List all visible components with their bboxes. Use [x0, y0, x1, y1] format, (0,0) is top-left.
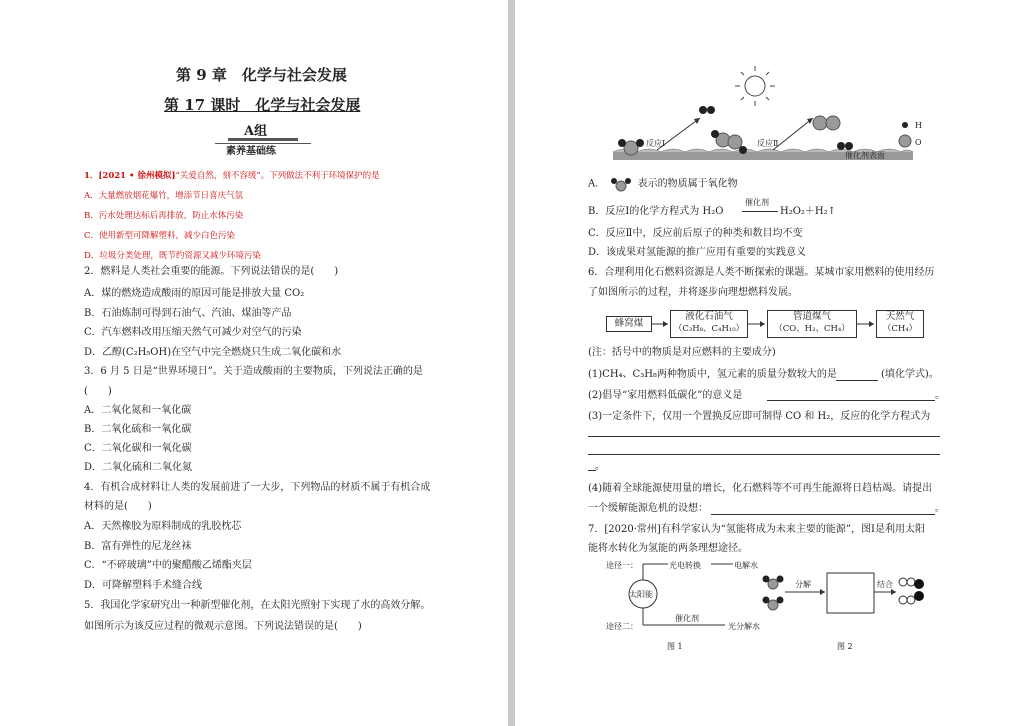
catalyst-surface-label: 催化剂表面 — [845, 151, 885, 160]
q6-sub1-blank — [836, 380, 878, 381]
reaction-1-arrowhead — [694, 118, 700, 124]
q2-option-b: B．石油炼制可得到石油气、汽油、煤油等产品 — [84, 308, 292, 319]
equation-arrow-line — [742, 211, 778, 212]
q6-sub3-blank-line1 — [588, 436, 940, 437]
route-2-end: 光分解水 — [728, 622, 760, 631]
q2-option-c: C．汽车燃料改用压缩天然气可减少对空气的污染 — [84, 327, 302, 338]
water-molecule-icon — [763, 576, 784, 590]
q6-sub2-blank — [767, 400, 935, 401]
route-1-process: 光电转换 — [669, 561, 701, 570]
combine-label: 结合 — [877, 580, 893, 589]
q6-stem-line2: 了如图所示的过程，并将逐步向理想燃料发展。 — [588, 287, 798, 298]
figure-2-caption: 图 2 — [837, 642, 853, 651]
q6-note: (注：括号中的物质是对应燃料的主要成分) — [588, 347, 776, 358]
q2-option-d: D．乙醇(C₂H₅OH)在空气中完全燃烧只生成二氧化碳和水 — [84, 347, 342, 358]
oxygen-molecule-icon — [813, 116, 840, 130]
q2-stem: 2．燃料是人类社会重要的能源。下列说法错误的是( ) — [84, 266, 339, 277]
q3-stem-line2: ( ) — [84, 386, 112, 397]
q7-stem-line2: 能将水转化为氢能的两条理想途径。 — [588, 543, 748, 554]
q5-stem-line2: 如图所示为该反应过程的微观示意图。下列说法错误的是( ) — [84, 621, 362, 632]
q6-sub3: (3)一定条件下，仅用一个置换反应即可制得 CO 和 H₂，反应的化学方程式为 — [588, 411, 931, 422]
q3-stem-line1: 3．6 月 5 日是“世界环境日”。关于造成酸雨的主要物质，下列说法正确的是 — [84, 366, 423, 377]
oxygen-molecule-icon — [899, 596, 915, 604]
q6-sub4-blank — [711, 514, 935, 515]
reaction-2-label: 反应Ⅱ — [757, 139, 779, 148]
q3-option-a: A．二氧化氮和一氧化碳 — [84, 405, 192, 416]
q1-option-a: A．大量燃放烟花爆竹，增添节日喜庆气氛 — [84, 191, 244, 201]
q5-option-b — [588, 205, 723, 218]
group-label: A组 — [244, 124, 268, 139]
q4-option-b: B．富有弹性的尼龙丝袜 — [84, 541, 192, 552]
q5-option-a-prefix: A． — [588, 178, 606, 190]
q1-option-b: B．污水处理达标后再排放，防止水体污染 — [84, 211, 244, 221]
catalyst-condition: 催化剂 — [745, 198, 769, 207]
q6-sub3-period: 。 — [595, 461, 605, 472]
hydrogen-atom-legend-icon — [902, 122, 908, 128]
q3-option-c: C．二氧化碳和一氧化碳 — [84, 443, 192, 454]
right-page — [515, 0, 1024, 726]
q4-stem-line2: 材料的是( ) — [84, 501, 152, 512]
solar-energy-label: 太阳能 — [629, 590, 653, 599]
route-1-label: 途径一： — [606, 561, 638, 570]
flow-box-natural-gas: 天然气 （CH₄） — [876, 310, 924, 338]
oxygen-atom-legend-icon — [899, 135, 911, 147]
decompose-label: 分解 — [795, 580, 811, 589]
hydrogen-molecule-icon — [914, 579, 924, 601]
q1-option-d: D．垃圾分类处理，既节约资源又减少环境污染 — [84, 251, 261, 261]
flow-box-piped-gas: 管道煤气 （CO、H₂、CH₄） — [767, 310, 857, 338]
section-label: 素养基础练 — [226, 146, 276, 157]
legend-o-label: O — [915, 138, 922, 147]
molecule-icon — [608, 177, 634, 191]
q4-option-d: D．可降解塑料手术缝合线 — [84, 580, 203, 591]
sun-icon — [735, 66, 775, 106]
q5-reaction-diagram — [515, 0, 1024, 180]
route-2-catalyst: 催化剂 — [675, 614, 699, 623]
route-1-end: 电解水 — [734, 561, 758, 570]
chapter-title: 第 9 章 化学与社会发展 — [176, 66, 347, 84]
legend-h-label: H — [915, 121, 922, 130]
q1-stem — [84, 170, 380, 183]
q1-option-c: C．使用新型可降解塑料，减少白色污染 — [84, 231, 236, 241]
q5-option-b-product: H₂O₂＋H₂↑ — [780, 206, 837, 217]
q5-stem-line1: 5．我国化学家研究出一种新型催化剂，在太阳光照射下实现了水的高效分解。 — [84, 600, 431, 611]
figure-1-caption: 图 1 — [667, 642, 683, 651]
hydrogen-molecule-icon — [699, 106, 715, 114]
q4-option-c: C．“不碎玻璃”中的聚醋酸乙烯酯夹层 — [84, 560, 252, 571]
reaction-1-label: 反应Ⅰ — [646, 139, 666, 148]
q5-option-a — [588, 177, 738, 191]
reaction-2-arrow — [773, 118, 813, 150]
figure-2-process — [515, 555, 1024, 645]
q6-sub4-period: 。 — [935, 503, 945, 514]
q6-sub2-period: 。 — [935, 390, 945, 401]
q4-option-a: A．天然橡胶为原料制成的乳胶枕芯 — [84, 521, 242, 532]
q1-stem-text: “关爱自然，刻不容缓”。下列做法不利于环境保护的是 — [175, 171, 380, 181]
q4-stem-line1: 4．有机合成材料让人类的发展前进了一大步，下列物品的材质不属于有机合成 — [84, 482, 431, 493]
flow-box-honeycomb-coal: 蜂窝煤 — [606, 316, 652, 332]
q6-sub1-tail: (填化学式)。 — [881, 369, 939, 380]
q1-source: 1．[2021 • 徐州模拟] — [84, 171, 176, 181]
flow-arrows — [515, 310, 1024, 340]
q6-stem-line1: 6．合理利用化石燃料资源是人类不断探索的课题。某城市家用燃料的使用经历 — [588, 267, 935, 278]
route-2-label: 途径二： — [606, 622, 638, 631]
lesson-title: 第 17 课时 化学与社会发展 — [164, 96, 361, 114]
q6-sub2: (2)倡导“家用燃料低碳化”的意义是 — [588, 390, 743, 401]
q6-sub4-line1: (4)随着全球能源使用量的增长，化石燃料等不可再生能源将日趋枯竭。请提出 — [588, 483, 933, 494]
q2-option-a: A．煤的燃烧造成酸雨的原因可能是排放大量 CO₂ — [84, 288, 305, 299]
water-molecule-icon — [763, 597, 784, 611]
q5-option-b-prefix: B．反应Ⅰ的化学方程式为 H₂O — [588, 206, 724, 217]
q5-option-a-text: 表示的物质属于氧化物 — [637, 178, 738, 190]
q3-option-d: D．二氧化硫和二氧化氮 — [84, 462, 193, 473]
q6-sub1: (1)CH₄、C₃H₈两种物质中，氢元素的质量分数较大的是 — [588, 369, 837, 380]
section-divider — [215, 143, 311, 144]
q6-sub4-line2: 一个缓解能源危机的设想： — [588, 503, 708, 514]
q5-option-c: C．反应Ⅱ中，反应前后原子的种类和数目均不变 — [588, 228, 803, 239]
q6-sub3-blank-line2 — [588, 454, 940, 455]
flow-box-lpg: 液化石油气 （C₃H₈、C₄H₁₀） — [670, 310, 748, 338]
oxygen-molecule-icon — [899, 578, 915, 586]
q7-stem-line1: 7．[2020·常州]有科学家认为“氢能将成为未来主要的能源”，图Ⅰ是利用太阳 — [588, 524, 925, 535]
q5-option-d: D．该成果对氢能源的推广应用有重要的实践意义 — [588, 247, 807, 258]
reaction-2-arrowhead — [807, 118, 813, 124]
q3-option-b: B．二氧化硫和一氧化碳 — [84, 424, 192, 435]
left-page — [0, 0, 508, 726]
